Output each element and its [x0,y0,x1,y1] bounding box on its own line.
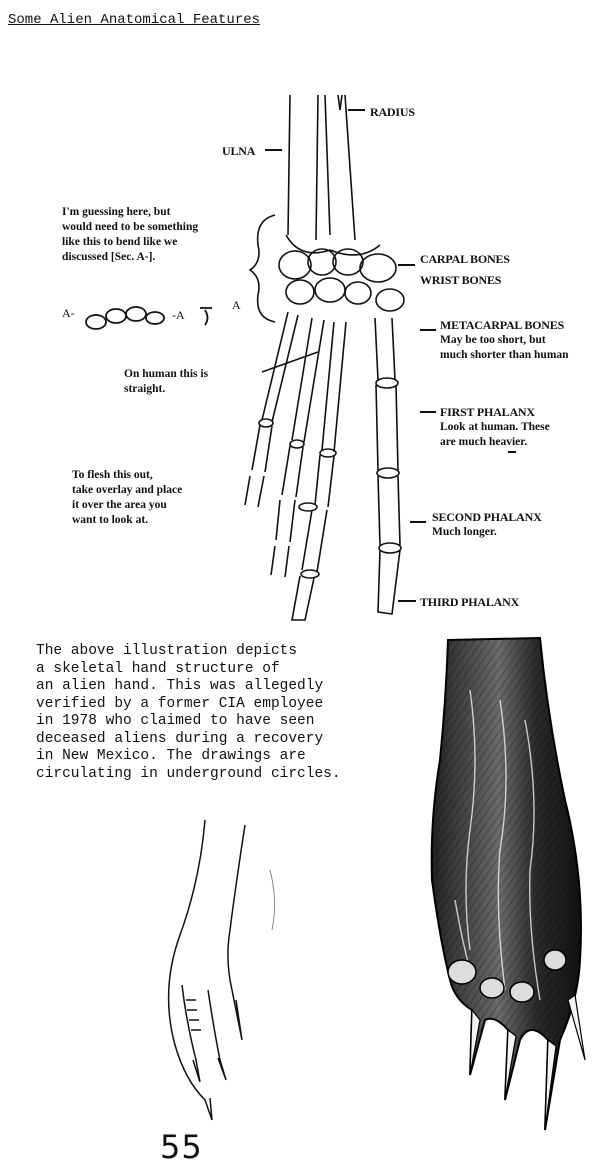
label-ulna: ULNA [222,144,256,158]
page-title: Some Alien Anatomical Features [8,12,261,28]
illustration-caption: The above illustration depicts a skeletal hand structure of an alien hand. This was allegedly verified by a former CIA employee in 1978 who claimed to have seen deceased aliens during a recovery in New Mexico. The drawings are circulating in underground circles. [36,643,341,782]
label-wrist-bones: WRIST BONES [420,273,502,287]
label-first-phalanx: FIRST PHALANX [440,405,535,419]
sequence-label-end: A [232,298,241,312]
sequence-label-right: -A [172,308,185,322]
sequence-label-left: A- [62,306,75,320]
second-phalanx-note: Much longer. [432,526,497,538]
metacarpal-note-line-2: much shorter than human [440,349,569,361]
note-human-straight: On human this is straight. [124,368,209,395]
label-second-phalanx: SECOND PHALANX [432,510,542,524]
label-metacarpal: METACARPAL BONES [440,318,565,332]
note-flesh-out: To flesh this out, take overlay and place it over the area you want to look at. [72,469,183,526]
page-number: 55 [160,1128,203,1166]
note-guessing: I'm guessing here, but would need to be something like this to bend like we discussed [Sec. A-]. [62,206,199,263]
first-phalanx-note-line-1: Look at human. These [440,421,550,433]
label-radius: RADIUS [370,105,415,119]
first-phalanx-note-line-2: are much heavier. [440,436,528,448]
metacarpal-note-line-1: May be too short, but [440,334,546,346]
label-third-phalanx: THIRD PHALANX [420,595,520,609]
label-carpal-bones: CARPAL BONES [420,252,510,266]
